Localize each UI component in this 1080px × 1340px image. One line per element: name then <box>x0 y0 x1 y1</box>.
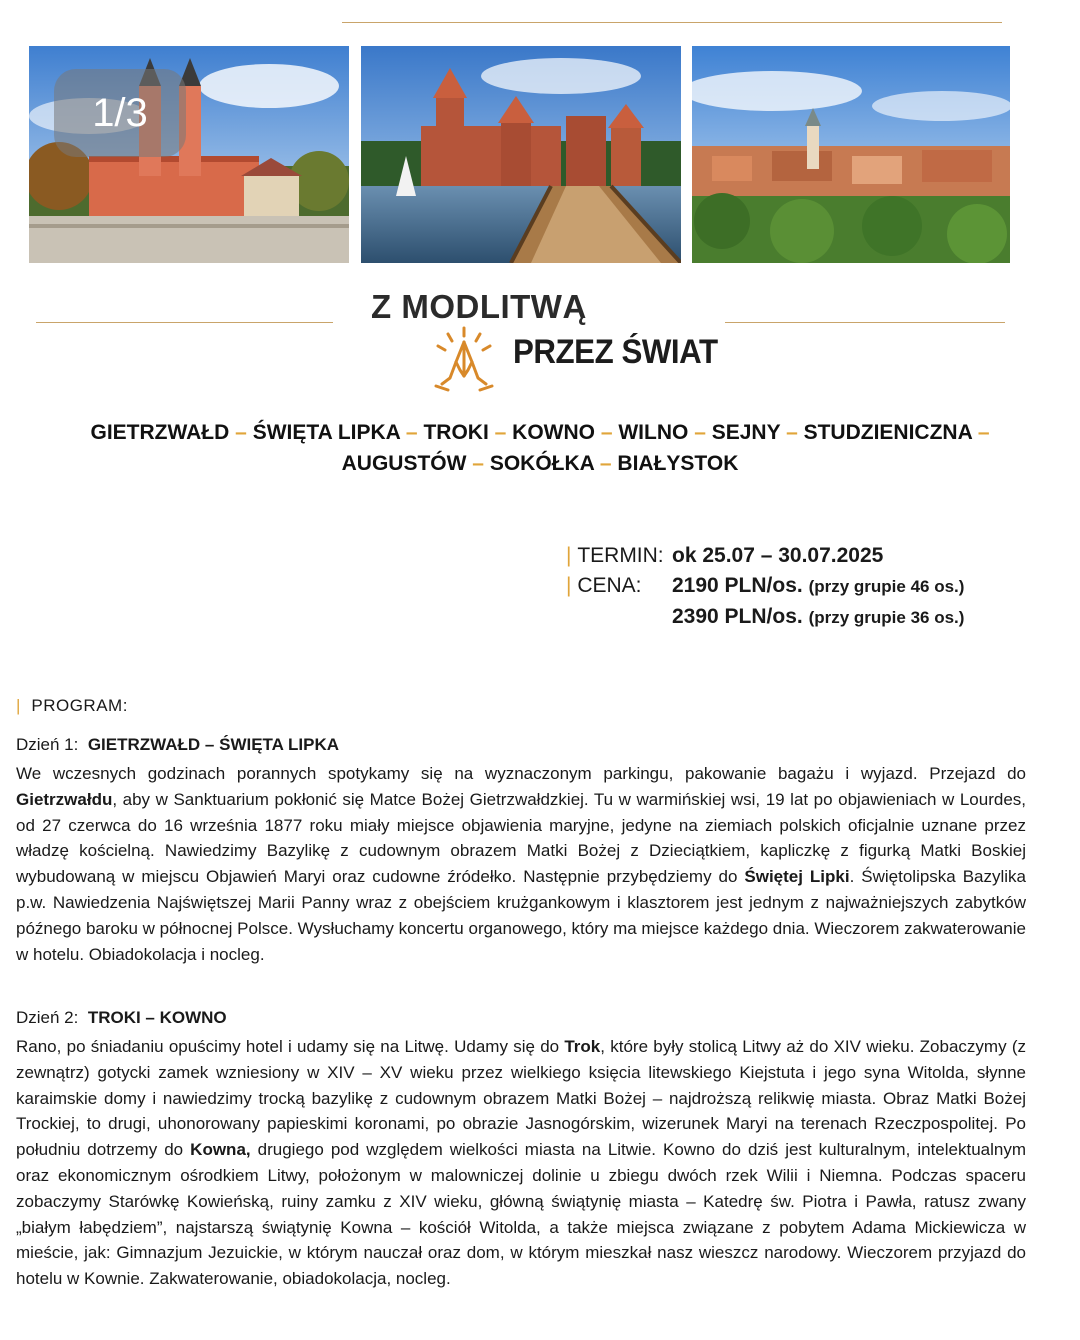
day-label: Dzień 1: <box>16 735 79 754</box>
price-2-value: 2390 PLN/os. <box>672 605 803 628</box>
cena-row: | CENA: 2190 PLN/os. (przy grupie 46 os.) <box>566 574 965 597</box>
top-divider <box>342 22 1002 23</box>
place-name: Świętej Lipki <box>744 867 850 887</box>
logo-title-line1: Z MODLITWĄ <box>371 288 587 325</box>
place-name: Trok <box>564 1037 601 1056</box>
logo-title-line2: PRZEZ ŚWIAT <box>513 333 718 371</box>
text-segment: drugiego pod względem wielkości miasta na Litwie. Kowno do dziś jest kulturalnym, intelektualnym oraz ekonomicznym ośrodkiem Litwy, położonym w malowniczej dolinie u zbiegu dwóch rzek Wilii i Niemna. Podczas spaceru zobaczymy Starówkę Kowieńską, ruiny zamku z XIV wieku, główną świątynię miasta – Katedrę św. Piotra i Pawła, ratusz zwany „białym łabędziem”, najstarszą świątynię Kowna – kościół Witolda, a także miejsca związane z pobytem Adama Mickiewicza w mieście, jak: Gimnazjum Jezuickie, w którym nauczał oraz dom, w którym mieszkał nasz wieszcz narodowy. Wieczorem przyjazd do hotelu w Kownie. Zakwaterowanie, obiadokolacja, nocleg. <box>16 1140 1026 1289</box>
logo-divider-left <box>36 322 333 323</box>
route-separator: – <box>472 452 484 475</box>
route-separator: – <box>786 421 798 444</box>
route-separator: – <box>599 452 612 475</box>
route-line-1 <box>40 421 1040 445</box>
day-2-description <box>16 1034 1026 1292</box>
route-stop: KOWNO <box>512 421 595 444</box>
text-segment: We wczesnych godzinach porannych spotykamy się na wyznaczonym parkingu, pakowanie bagażu i wyjazd. Przejazd do <box>16 764 1026 783</box>
day-title: TROKI – KOWNO <box>87 1008 227 1027</box>
gallery-counter: 1/3 <box>54 69 186 157</box>
route-separator: – <box>600 421 613 444</box>
price-1-value: 2190 PLN/os. <box>672 574 803 597</box>
termin-label: TERMIN: <box>577 544 664 567</box>
text-segment: Rano, po śniadaniu opuścimy hotel i udamy się na Litwę. Udamy się do <box>16 1037 565 1056</box>
route-stop: WILNO <box>618 421 689 444</box>
route-stop: AUGUSTÓW <box>341 452 467 475</box>
city-photo[interactable] <box>692 46 1010 263</box>
day-label: Dzień 2: <box>16 1008 79 1027</box>
route-separator: – <box>235 421 247 444</box>
route-separator: – <box>405 421 418 444</box>
route-line-2 <box>40 452 1040 476</box>
praying-hands-icon <box>434 326 494 392</box>
route-stop: SOKÓŁKA <box>489 452 595 475</box>
price-1 <box>672 574 964 598</box>
route-separator: – <box>694 421 706 444</box>
day-1-heading <box>16 735 339 755</box>
text-segment: , które były stolicą Litwy aż do XIV wieku. Zobaczymy (z zewnątrz) gotycki zamek wzniesiony w XIV – XV wieku przez wielkiego księcia litewskiego Kiejstuta i jego syna Witolda, słynne karaimskie domy i nawiedzimy trocką bazylikę z cudownym obrazem Matki Bożej – najdroższą relikwię miasta. Obraz Matki Bożej Trockiej, to drugi, uhonorowany papieskimi koronami, po obrazie Jasnogórskim, wizerunek Maryi na terenach Rzeczpospolitej. Po południu dotrzemy do <box>16 1037 1026 1160</box>
price-2 <box>672 605 964 629</box>
day-1-description <box>16 761 1026 967</box>
route-stop: BIAŁYSTOK <box>617 452 739 475</box>
cena-label: CENA: <box>577 574 642 597</box>
place-name: Kowna, <box>190 1140 251 1160</box>
termin-value: ok 25.07 – 30.07.2025 <box>672 544 884 567</box>
program-heading: | PROGRAM: <box>16 696 128 715</box>
route-separator: – <box>494 421 507 444</box>
place-name: Gietrzwałdu <box>16 789 113 809</box>
program-label: PROGRAM: <box>31 696 128 715</box>
text-segment: . Świętolipska Bazylika p.w. Nawiedzenia Najświętszej Marii Panny wraz z obejściem krużgankowym i klasztorem jest jednym z najważniejszych zabytków późnego baroku w północnej Polsce. Wysłuchamy koncertu organowego, który ma miejsce każdego dnia. Wieczorem zakwaterowanie w hotelu. Obiadokolacja i nocleg. <box>16 867 1026 964</box>
castle-photo[interactable] <box>361 46 681 263</box>
day-title: GIETRZWAŁD – ŚWIĘTA LIPKA <box>87 735 340 754</box>
route-separator: – <box>977 421 990 444</box>
route-stop: ŚWIĘTA LIPKA <box>252 421 401 444</box>
route-stop: STUDZIENICZNA <box>803 421 972 444</box>
route-stop: SEJNY <box>711 421 781 444</box>
text-segment: , aby w Sanktuarium pokłonić się Matce Bożej Gietrzwałdzkiej. Tu w warmińskiej wsi, 19 lat po objawieniach w Lourdes, od 27 czerwca do 16 września 1877 roku miały miejsce objawienia maryjne, jedyne na ziemiach polskich oficjalnie uznane przez władzę kościelną. Nawiedzimy Bazylikę z cudownym obrazem Matki Bożej z Dzieciątkiem, kapliczkę z figurką Matki Boskiej wybudowaną w miejscu Objawień Maryi oraz cudowne źródełko. Następnie przybędziemy do <box>16 789 1026 887</box>
termin-row: | TERMIN: ok 25.07 – 30.07.2025 <box>566 544 884 567</box>
route-stop: TROKI <box>423 421 489 444</box>
day-2-heading <box>16 1008 227 1028</box>
price-1-note: (przy grupie 46 os.) <box>808 577 965 596</box>
route-stop: GIETRZWAŁD <box>90 421 230 444</box>
price-2-note: (przy grupie 36 os.) <box>808 608 965 627</box>
logo-divider-right <box>725 322 1005 323</box>
